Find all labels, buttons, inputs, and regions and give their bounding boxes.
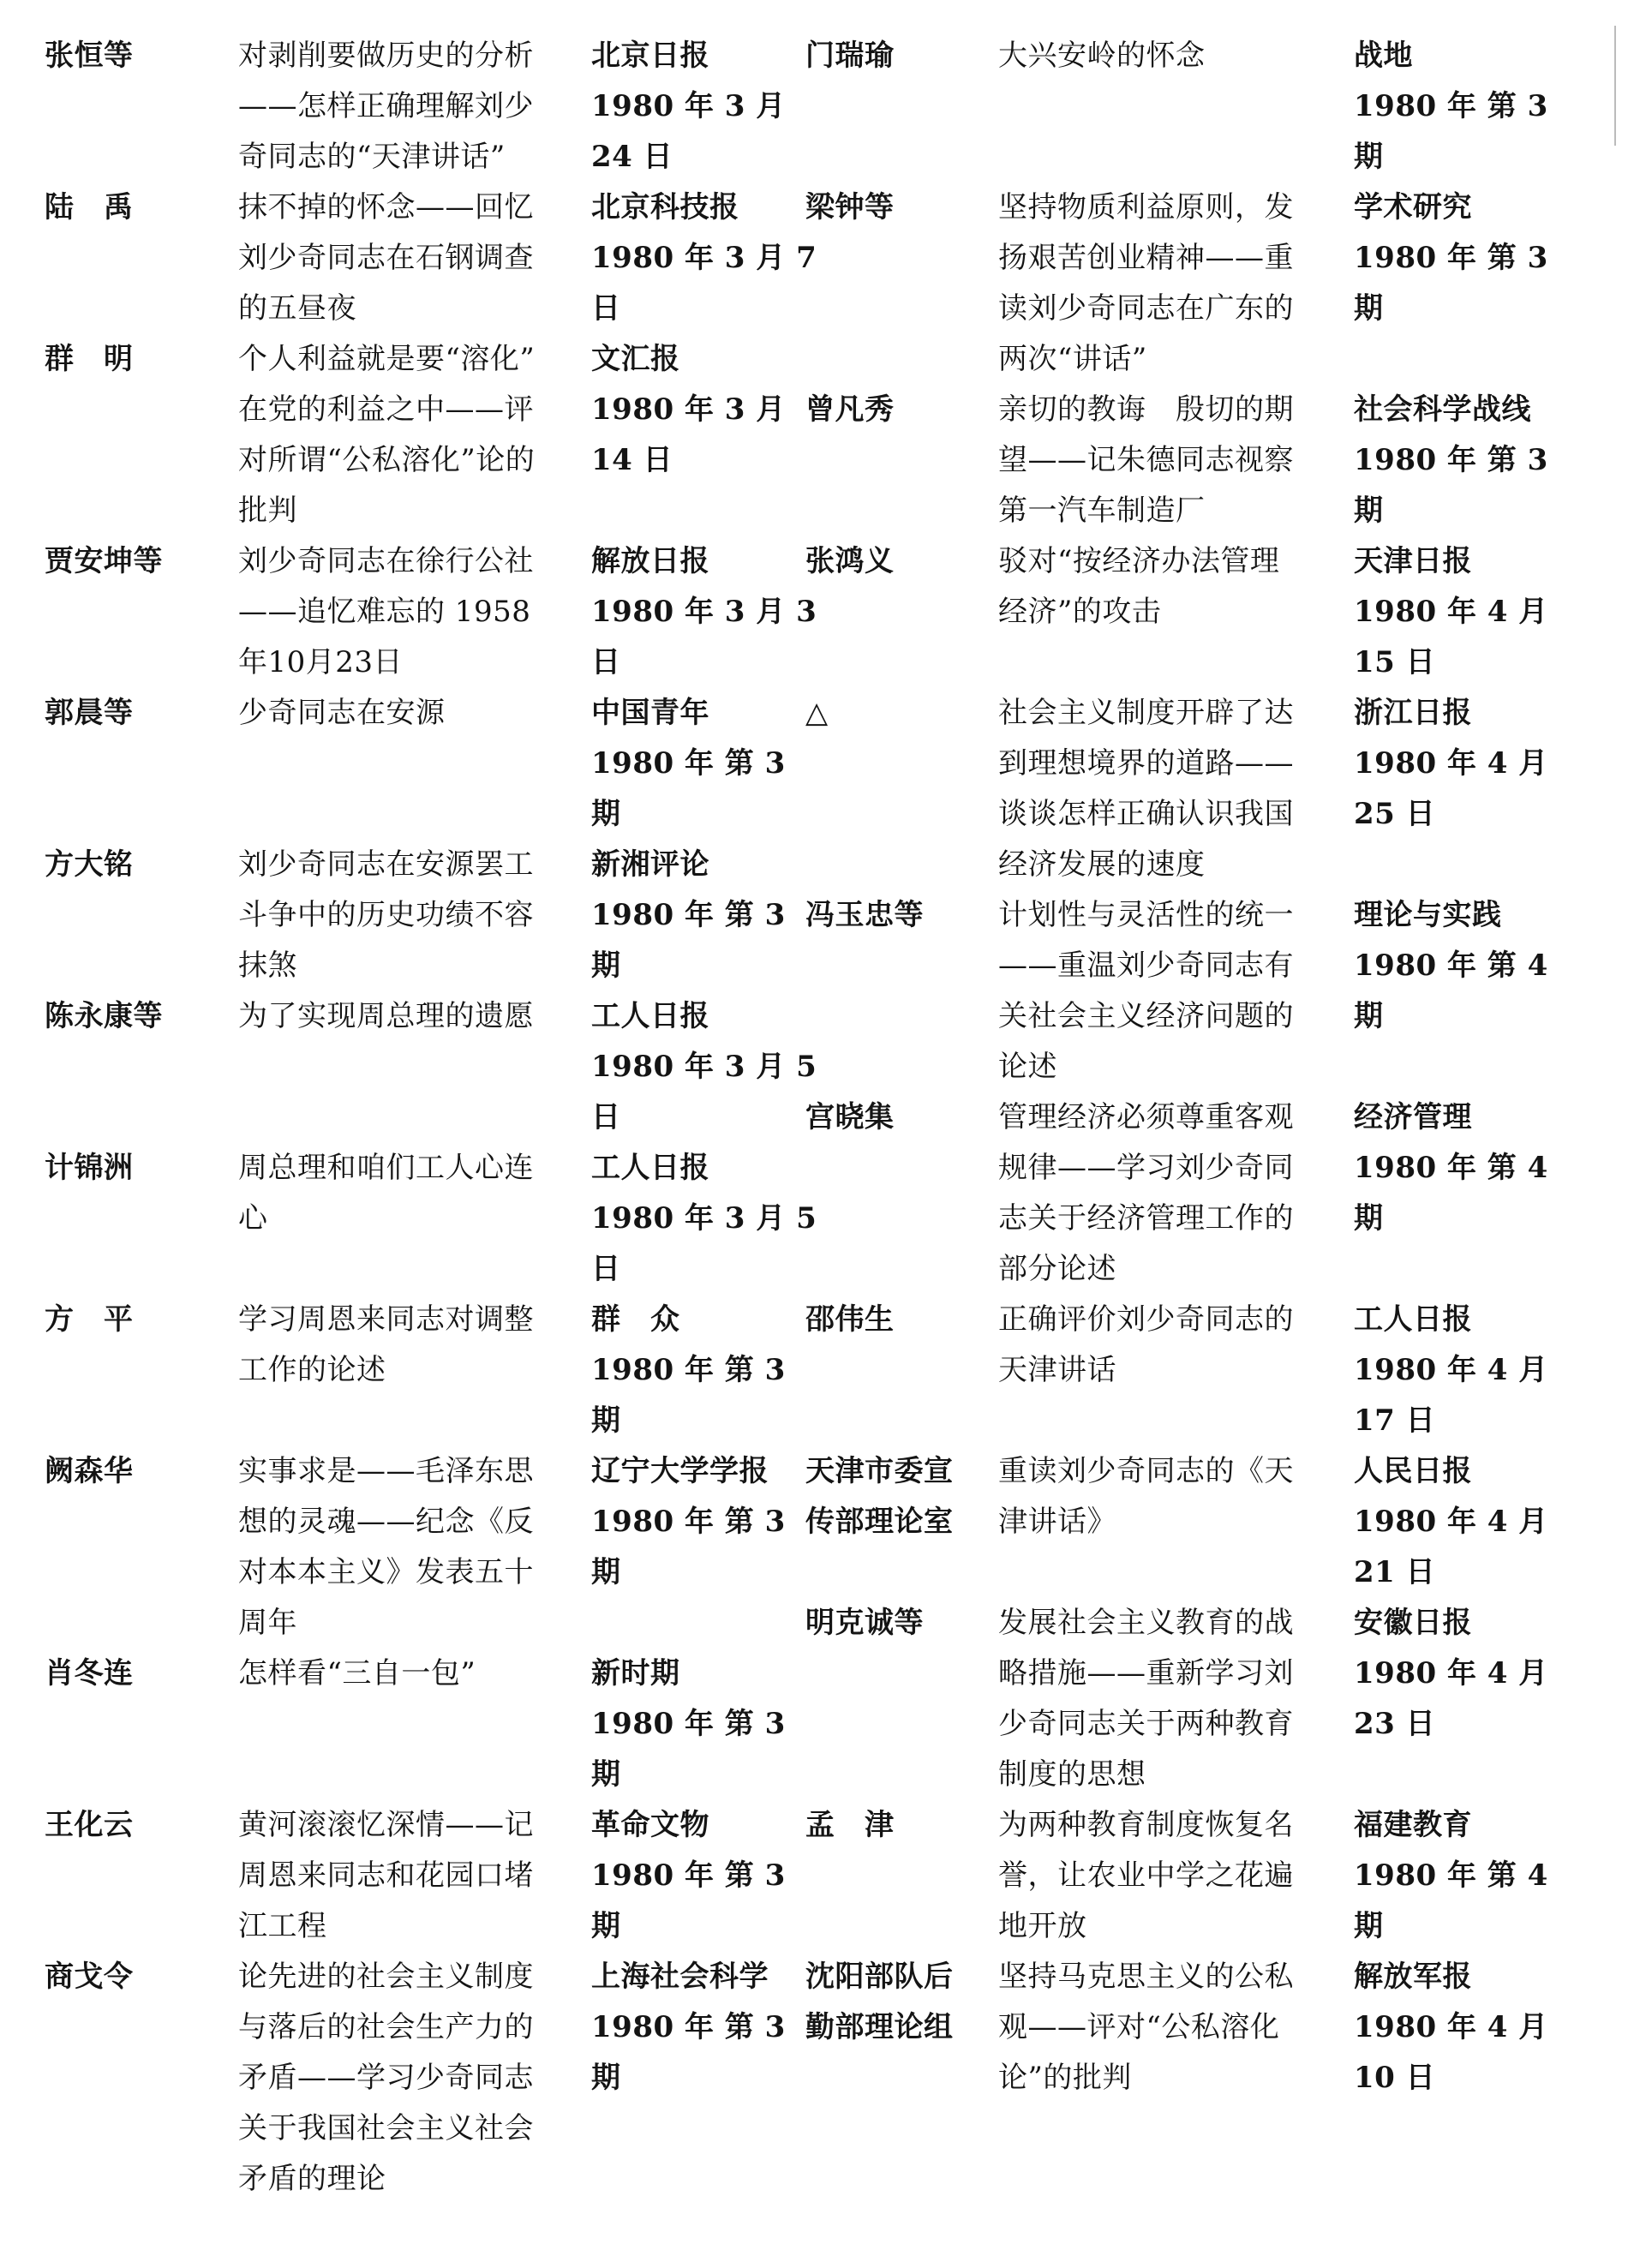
pub-line: 期 xyxy=(591,1403,621,1438)
title-line: 社会主义制度开辟了达 xyxy=(998,696,1294,730)
title-line: 坚持马克思主义的公私 xyxy=(998,1960,1294,1994)
title-line: 周年 xyxy=(238,1606,297,1640)
title-entry xyxy=(238,1649,568,1699)
title-entry xyxy=(238,536,568,688)
pub-line: 理论与实践 xyxy=(1354,898,1502,932)
pub-entry xyxy=(591,1800,797,1952)
title-line: 誉，让农业中学之花遍 xyxy=(998,1858,1294,1893)
pub-line: 社会科学战线 xyxy=(1354,392,1531,427)
title-line: 管理经济必须尊重客观 xyxy=(998,1100,1294,1134)
author-line: 孟 津 xyxy=(805,1808,895,1842)
pub-line: 1980 年 第 3 xyxy=(591,1707,786,1741)
author-line: 陈永康等 xyxy=(45,999,163,1033)
title-line: ——重温刘少奇同志有 xyxy=(998,948,1294,983)
pub-entry xyxy=(1354,890,1577,1042)
title-line: 在党的利益之中——评 xyxy=(238,392,534,427)
title-line: 两次“讲话” xyxy=(998,342,1147,376)
pub-entry xyxy=(591,536,817,688)
title-line: 论先进的社会主义制度 xyxy=(238,1960,534,1994)
author-line: 张恒等 xyxy=(45,39,134,73)
author-line: 冯玉忠等 xyxy=(805,898,924,932)
title-line: 坚持物质利益原则，发 xyxy=(998,190,1294,224)
title-entry xyxy=(238,334,568,536)
title-line: 批判 xyxy=(238,494,297,528)
pub-line: 1980 年 4 月 xyxy=(1354,1353,1548,1387)
author-line: 天津市委宣 xyxy=(805,1454,954,1488)
title-line: 驳对“按经济办法管理 xyxy=(998,544,1280,578)
author-line: 门瑞瑜 xyxy=(805,39,895,73)
author-entry xyxy=(805,1092,990,1143)
pub-line: 25 日 xyxy=(1354,797,1436,831)
pub-line: 1980 年 第 4 xyxy=(1354,1858,1548,1893)
title-entry xyxy=(238,688,568,739)
pub-line: 1980 年 4 月 xyxy=(1354,2010,1548,2044)
author-line: 计锦洲 xyxy=(45,1151,134,1185)
title-line: 到理想境界的道路—— xyxy=(998,746,1294,781)
pub-line: 革命文物 xyxy=(591,1808,709,1842)
author-entry xyxy=(45,840,224,890)
author-entry xyxy=(45,334,224,385)
author-line: 群 明 xyxy=(45,342,134,376)
pub-line: 期 xyxy=(1354,494,1384,528)
pub-line: 1980 年 第 3 xyxy=(591,1858,786,1893)
author-entry xyxy=(805,1446,990,1547)
pub-entry xyxy=(591,1143,817,1295)
title-line: 工作的论述 xyxy=(238,1353,386,1387)
title-line: 略措施——重新学习刘 xyxy=(998,1656,1294,1691)
pub-entry xyxy=(1354,1092,1577,1244)
pub-entry xyxy=(591,840,797,991)
author-line: 曾凡秀 xyxy=(805,392,895,427)
title-line: 想的灵魂——纪念《反 xyxy=(238,1505,534,1539)
title-line: 部分论述 xyxy=(998,1252,1116,1286)
pub-entry xyxy=(1354,385,1577,536)
title-line: 第一汽车制造厂 xyxy=(998,494,1206,528)
pub-line: 期 xyxy=(1354,291,1384,326)
title-line: 天津讲话 xyxy=(998,1353,1116,1387)
title-entry xyxy=(238,1952,568,2205)
title-entry xyxy=(998,1800,1341,1952)
title-entry xyxy=(998,183,1341,385)
pub-line: 北京科技报 xyxy=(591,190,739,224)
title-line: 志关于经济管理工作的 xyxy=(998,1201,1294,1236)
pub-line: 1980 年 第 3 xyxy=(591,1353,786,1387)
title-line: 制度的思想 xyxy=(998,1757,1146,1792)
author-line: 邵伟生 xyxy=(805,1302,895,1337)
title-entry xyxy=(998,890,1341,1092)
pub-entry xyxy=(591,1649,797,1800)
title-line: 实事求是——毛泽东思 xyxy=(238,1454,534,1488)
author-line: 传部理论室 xyxy=(805,1505,954,1539)
title-entry xyxy=(998,1598,1341,1800)
pub-line: 期 xyxy=(1354,999,1384,1033)
title-line: 与落后的社会生产力的 xyxy=(238,2010,534,2044)
title-line: 重读刘少奇同志的《天 xyxy=(998,1454,1294,1488)
pub-entry xyxy=(1354,536,1577,688)
pub-line: 1980 年 3 月 5 xyxy=(591,1201,817,1236)
pub-line: 1980 年 第 3 xyxy=(591,1505,786,1539)
title-line: 关社会主义经济问题的 xyxy=(998,999,1294,1033)
pub-line: 工人日报 xyxy=(1354,1302,1472,1337)
pub-line: 1980 年 3 月 7 xyxy=(591,241,817,275)
title-line: 奇同志的“天津讲话” xyxy=(238,140,506,174)
pub-entry xyxy=(591,31,797,183)
author-entry xyxy=(45,1800,224,1851)
title-line: 刘少奇同志在徐行公社 xyxy=(238,544,534,578)
title-line: 刘少奇同志在石钢调查 xyxy=(238,241,534,275)
pub-entry xyxy=(591,183,817,334)
author-line: 郭晨等 xyxy=(45,696,134,730)
pub-line: 期 xyxy=(591,948,621,983)
pub-entry xyxy=(591,1295,797,1446)
title-line: 少奇同志在安源 xyxy=(238,696,446,730)
title-line: 周总理和咱们工人心连 xyxy=(238,1151,534,1185)
title-line: 刘少奇同志在安源罢工 xyxy=(238,847,534,882)
pub-line: 期 xyxy=(591,2061,621,2095)
author-line: △ xyxy=(805,696,829,730)
pub-line: 1980 年 4 月 xyxy=(1354,595,1548,629)
author-line: 陆 禹 xyxy=(45,190,134,224)
pub-line: 辽宁大学学报 xyxy=(591,1454,769,1488)
title-entry xyxy=(998,31,1341,81)
title-line: 对所谓“公私溶化”论的 xyxy=(238,443,536,477)
author-entry xyxy=(805,1598,990,1649)
pub-entry xyxy=(1354,1952,1577,2103)
pub-entry xyxy=(1354,1446,1577,1598)
pub-entry xyxy=(1354,688,1577,840)
author-entry xyxy=(45,991,224,1042)
author-line: 勤部理论组 xyxy=(805,2010,954,2044)
pub-line: 群 众 xyxy=(591,1302,680,1337)
title-entry xyxy=(998,1092,1341,1295)
author-entry xyxy=(45,183,224,233)
title-line: 发展社会主义教育的战 xyxy=(998,1606,1294,1640)
title-line: 规律——学习刘少奇同 xyxy=(998,1151,1294,1185)
title-line: 对本本主义》发表五十 xyxy=(238,1555,534,1589)
pub-line: 解放军报 xyxy=(1354,1960,1472,1994)
title-entry xyxy=(998,1446,1341,1547)
pub-line: 解放日报 xyxy=(591,544,709,578)
pub-line: 1980 年 第 4 xyxy=(1354,1151,1548,1185)
title-line: 周恩来同志和花园口堵 xyxy=(238,1858,534,1893)
pub-line: 17 日 xyxy=(1354,1403,1436,1438)
author-entry xyxy=(45,536,224,587)
title-line: 论述 xyxy=(998,1050,1057,1084)
scan-edge-mark xyxy=(1614,26,1616,146)
title-entry xyxy=(998,688,1341,890)
title-line: 观——评对“公私溶化 xyxy=(998,2010,1280,2044)
title-line: 江工程 xyxy=(238,1909,327,1943)
author-entry xyxy=(45,1143,224,1194)
title-line: 地开放 xyxy=(998,1909,1087,1943)
author-entry xyxy=(45,688,224,739)
pub-line: 新时期 xyxy=(591,1656,680,1691)
pub-line: 1980 年 4 月 xyxy=(1354,746,1548,781)
author-entry xyxy=(805,183,990,233)
title-entry xyxy=(238,31,568,183)
pub-entry xyxy=(1354,1598,1577,1750)
title-line: 对剥削要做历史的分析 xyxy=(238,39,534,73)
author-entry xyxy=(805,385,990,435)
title-line: 个人利益就是要“溶化” xyxy=(238,342,536,376)
title-line: 年10月23日 xyxy=(238,645,404,679)
pub-line: 15 日 xyxy=(1354,645,1436,679)
pub-entry xyxy=(591,991,817,1143)
title-entry xyxy=(238,840,568,991)
title-line: 为两种教育制度恢复名 xyxy=(998,1808,1294,1842)
title-line: 大兴安岭的怀念 xyxy=(998,39,1206,73)
pub-line: 1980 年 3 月 xyxy=(591,392,786,427)
pub-line: 日 xyxy=(591,645,621,679)
title-line: 读刘少奇同志在广东的 xyxy=(998,291,1294,326)
pub-line: 1980 年 3 月 3 xyxy=(591,595,817,629)
author-entry xyxy=(45,1952,224,2002)
title-line: 为了实现周总理的遗愿 xyxy=(238,999,534,1033)
author-entry xyxy=(45,1446,224,1497)
title-line: ——追忆难忘的 1958 xyxy=(238,595,531,629)
author-line: 贾安坤等 xyxy=(45,544,163,578)
title-entry xyxy=(998,385,1341,536)
title-entry xyxy=(998,536,1341,637)
pub-line: 21 日 xyxy=(1354,1555,1436,1589)
pub-line: 学术研究 xyxy=(1354,190,1472,224)
pub-line: 日 xyxy=(591,1252,621,1286)
pub-line: 工人日报 xyxy=(591,999,709,1033)
author-line: 肖冬连 xyxy=(45,1656,134,1691)
pub-line: 期 xyxy=(1354,140,1384,174)
author-line: 方 平 xyxy=(45,1302,134,1337)
author-line: 张鸿义 xyxy=(805,544,895,578)
title-line: ——怎样正确理解刘少 xyxy=(238,89,534,123)
title-entry xyxy=(238,1800,568,1952)
pub-entry xyxy=(591,1446,797,1598)
title-line: 正确评价刘少奇同志的 xyxy=(998,1302,1294,1337)
author-entry xyxy=(805,31,990,81)
pub-line: 福建教育 xyxy=(1354,1808,1472,1842)
pub-entry xyxy=(591,688,797,840)
title-line: 斗争中的历史功绩不容 xyxy=(238,898,534,932)
title-entry xyxy=(998,1295,1341,1396)
author-entry xyxy=(805,1295,990,1345)
pub-line: 期 xyxy=(1354,1201,1384,1236)
pub-line: 期 xyxy=(591,1909,621,1943)
author-line: 方大铭 xyxy=(45,847,134,882)
title-line: 矛盾——学习少奇同志 xyxy=(238,2061,534,2095)
pub-line: 1980 年 第 3 xyxy=(591,2010,786,2044)
pub-line: 北京日报 xyxy=(591,39,709,73)
pub-line: 新湘评论 xyxy=(591,847,709,882)
pub-line: 战地 xyxy=(1354,39,1413,73)
pub-line: 浙江日报 xyxy=(1354,696,1472,730)
pub-line: 经济管理 xyxy=(1354,1100,1472,1134)
title-entry xyxy=(238,183,568,334)
title-entry xyxy=(238,1143,568,1244)
pub-line: 中国青年 xyxy=(591,696,709,730)
pub-entry xyxy=(1354,1800,1577,1952)
author-line: 阙森华 xyxy=(45,1454,134,1488)
author-line: 梁钟等 xyxy=(805,190,895,224)
title-entry xyxy=(238,1295,568,1396)
pub-line: 文汇报 xyxy=(591,342,680,376)
author-entry xyxy=(45,1649,224,1699)
pub-line: 1980 年 4 月 xyxy=(1354,1505,1548,1539)
author-entry xyxy=(805,1952,990,2053)
pub-line: 上海社会科学 xyxy=(591,1960,769,1994)
title-line: 抹不掉的怀念——回忆 xyxy=(238,190,534,224)
title-line: 望——记朱德同志视察 xyxy=(998,443,1294,477)
pub-line: 期 xyxy=(591,1757,621,1792)
pub-line: 1980 年 第 3 xyxy=(591,746,786,781)
pub-line: 1980 年 第 3 xyxy=(1354,89,1548,123)
pub-entry xyxy=(1354,183,1577,334)
title-entry xyxy=(998,1952,1341,2103)
title-entry xyxy=(238,1446,568,1649)
author-entry xyxy=(805,688,990,739)
author-line: 宫晓集 xyxy=(805,1100,895,1134)
pub-line: 日 xyxy=(591,1100,621,1134)
author-line: 商戈令 xyxy=(45,1960,134,1994)
pub-line: 24 日 xyxy=(591,140,673,174)
pub-line: 1980 年 第 3 xyxy=(1354,241,1548,275)
author-entry xyxy=(805,1800,990,1851)
author-entry xyxy=(45,1295,224,1345)
title-line: 黄河滚滚忆深情——记 xyxy=(238,1808,534,1842)
pub-line: 10 日 xyxy=(1354,2061,1436,2095)
title-line: 矛盾的理论 xyxy=(238,2162,386,2196)
title-line: 的五昼夜 xyxy=(238,291,356,326)
author-line: 沈阳部队后 xyxy=(805,1960,954,1994)
author-entry xyxy=(805,536,990,587)
pub-line: 1980 年 第 3 xyxy=(591,898,786,932)
pub-line: 期 xyxy=(1354,1909,1384,1943)
pub-line: 人民日报 xyxy=(1354,1454,1472,1488)
title-line: 亲切的教诲 殷切的期 xyxy=(998,392,1294,427)
pub-line: 23 日 xyxy=(1354,1707,1436,1741)
author-line: 明克诚等 xyxy=(805,1606,924,1640)
pub-entry xyxy=(591,334,797,486)
title-line: 经济发展的速度 xyxy=(998,847,1206,882)
pub-entry xyxy=(591,1952,797,2103)
title-line: 扬艰苦创业精神——重 xyxy=(998,241,1294,275)
pub-line: 1980 年 3 月 xyxy=(591,89,786,123)
pub-line: 工人日报 xyxy=(591,1151,709,1185)
title-line: 计划性与灵活性的统一 xyxy=(998,898,1294,932)
pub-entry xyxy=(1354,1295,1577,1446)
pub-line: 期 xyxy=(591,797,621,831)
author-line: 王化云 xyxy=(45,1808,134,1842)
title-line: 论”的批判 xyxy=(998,2061,1132,2095)
pub-line: 1980 年 4 月 xyxy=(1354,1656,1548,1691)
title-line: 抹煞 xyxy=(238,948,297,983)
title-line: 经济”的攻击 xyxy=(998,595,1162,629)
pub-line: 安徽日报 xyxy=(1354,1606,1472,1640)
pub-line: 1980 年 第 4 xyxy=(1354,948,1548,983)
pub-line: 14 日 xyxy=(591,443,673,477)
title-line: 津讲话》 xyxy=(998,1505,1116,1539)
title-line: 谈谈怎样正确认识我国 xyxy=(998,797,1294,831)
title-line: 心 xyxy=(238,1201,268,1236)
author-entry xyxy=(45,31,224,81)
pub-line: 日 xyxy=(591,291,621,326)
title-line: 学习周恩来同志对调整 xyxy=(238,1302,534,1337)
title-line: 少奇同志关于两种教育 xyxy=(998,1707,1294,1741)
pub-line: 天津日报 xyxy=(1354,544,1472,578)
pub-line: 1980 年 3 月 5 xyxy=(591,1050,817,1084)
title-line: 关于我国社会主义社会 xyxy=(238,2111,534,2145)
title-line: 怎样看“三自一包” xyxy=(238,1656,476,1691)
pub-line: 1980 年 第 3 xyxy=(1354,443,1548,477)
pub-entry xyxy=(1354,31,1577,183)
pub-line: 期 xyxy=(591,1555,621,1589)
title-entry xyxy=(238,991,568,1042)
author-entry xyxy=(805,890,990,941)
